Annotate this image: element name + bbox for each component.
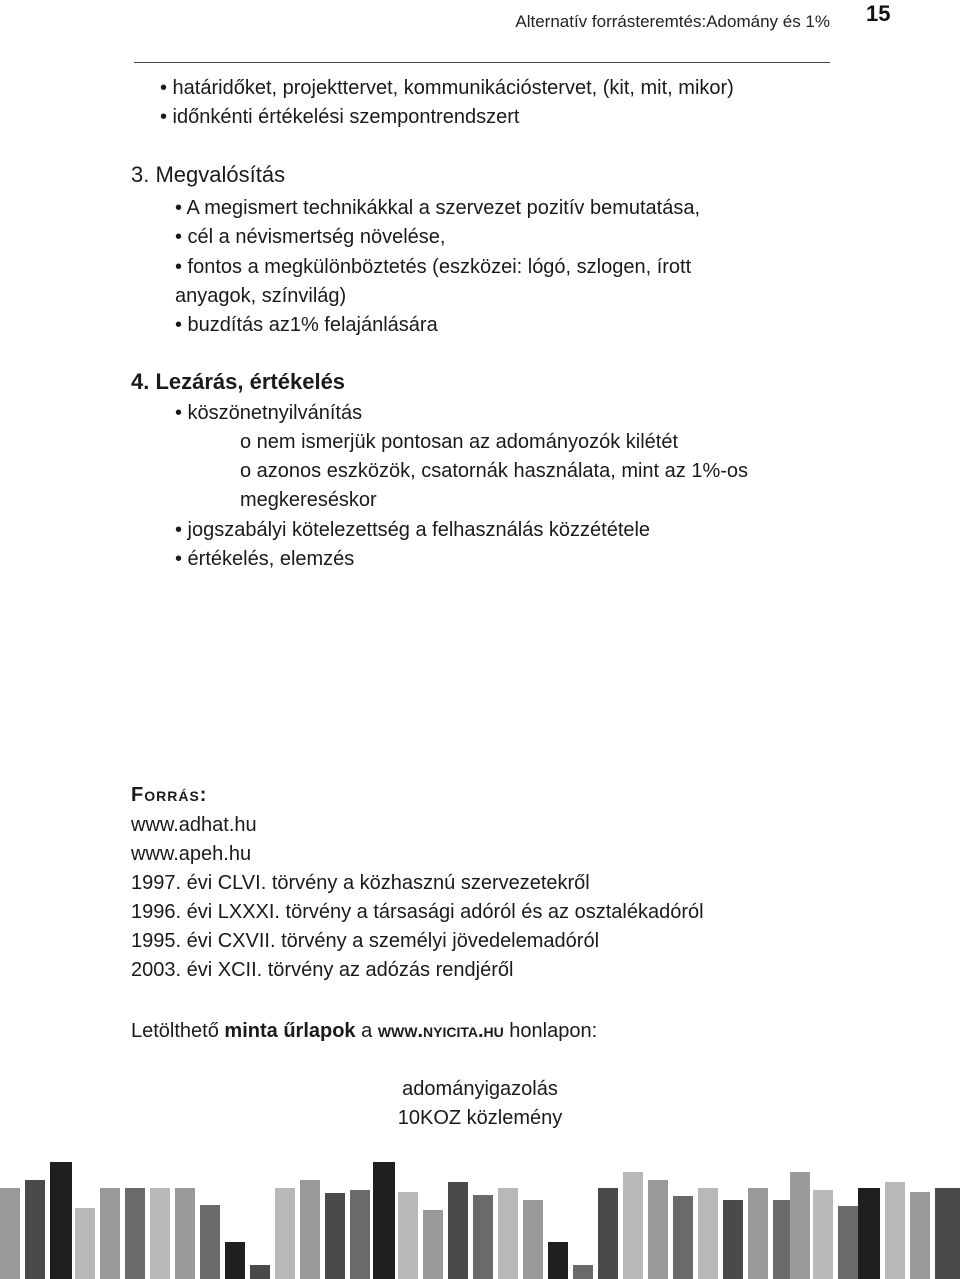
decorative-bar	[748, 1188, 768, 1279]
decorative-bar	[790, 1172, 810, 1279]
decorative-bar	[350, 1190, 370, 1279]
running-header: Alternatív forrásteremtés:Adomány és 1%	[515, 12, 830, 31]
decorative-bar	[838, 1206, 858, 1279]
decorative-bar	[25, 1180, 45, 1279]
source-item: 2003. évi XCII. törvény az adózás rendjéről	[131, 959, 514, 981]
decorative-bar	[275, 1188, 295, 1279]
section3-line: • cél a névismertség növelése,	[175, 226, 446, 248]
section4-title: 4. Lezárás, értékelés	[131, 369, 346, 394]
decorative-bar	[448, 1182, 468, 1279]
download-line	[131, 1019, 597, 1043]
bullet-evaluation-criteria: • időnkénti értékelési szempontrendszert	[160, 106, 520, 128]
decorative-bar	[523, 1200, 543, 1279]
decorative-bar	[398, 1192, 418, 1279]
decorative-bar	[623, 1172, 643, 1279]
decorative-bar	[373, 1162, 395, 1279]
decorative-bar	[813, 1190, 833, 1279]
decorative-bar	[125, 1188, 145, 1279]
decorative-bar	[723, 1200, 743, 1279]
section4-subline: o azonos eszközök, csatornák használata, mint az 1%-os	[240, 460, 749, 482]
decorative-bar	[498, 1188, 518, 1279]
section4-subline: megkereséskor	[240, 489, 377, 511]
form-item-10koz: 10KOZ közlemény	[397, 1107, 563, 1129]
decorative-bar	[648, 1180, 668, 1279]
decorative-bar	[0, 1188, 20, 1279]
section3-line: anyagok, színvilág)	[175, 285, 347, 307]
decorative-bar	[300, 1180, 320, 1279]
decorative-bar	[548, 1242, 568, 1279]
decorative-bar	[698, 1188, 718, 1279]
section4-subline: o nem ismerjük pontosan az adományozók kilétét	[240, 431, 679, 453]
section3-title: 3. Megvalósítás	[131, 162, 286, 187]
decorative-bar	[75, 1208, 95, 1279]
source-item: www.apeh.hu	[131, 843, 252, 865]
decorative-bar	[673, 1196, 693, 1279]
section3-line: • buzdítás az1% felajánlására	[175, 314, 438, 336]
download-suffix: honlapon:	[503, 1020, 598, 1042]
download-middle: a	[355, 1020, 378, 1042]
source-item: www.adhat.hu	[131, 814, 257, 836]
decorative-bar	[175, 1188, 195, 1279]
decorative-bar	[225, 1242, 245, 1279]
decorative-bar	[598, 1188, 618, 1279]
section4-line: • köszönetnyilvánítás	[175, 402, 363, 424]
bullet-deadlines: • határidőket, projekttervet, kommunikációstervet, (kit, mit, mikor)	[160, 77, 734, 99]
download-forms-bold: minta űrlapok	[224, 1020, 356, 1042]
decorative-bar	[50, 1162, 72, 1279]
source-item: 1997. évi CLVI. törvény a közhasznú szervezetekről	[131, 872, 590, 894]
page-number: 15	[866, 1, 891, 26]
decorative-bar	[573, 1265, 593, 1279]
decorative-bar	[200, 1205, 220, 1279]
download-site-link[interactable]: www.nyicita.hu	[377, 1020, 504, 1042]
decorative-bar	[150, 1188, 170, 1279]
decorative-bar	[325, 1193, 345, 1279]
decorative-bar	[935, 1188, 960, 1279]
decorative-bar	[473, 1195, 493, 1279]
decorative-bar	[250, 1265, 270, 1279]
decorative-bar	[858, 1188, 880, 1279]
decorative-bar	[910, 1192, 930, 1279]
sources-title: Forrás:	[131, 784, 208, 806]
section3-line: • fontos a megkülönböztetés (eszközei: lógó, szlogen, írott	[175, 256, 692, 278]
decorative-bar	[773, 1200, 793, 1279]
decorative-bar	[885, 1182, 905, 1279]
header-rule	[134, 62, 830, 63]
decorative-bar	[100, 1188, 120, 1279]
decorative-bar	[423, 1210, 443, 1279]
form-item-donation-certificate: adományigazolás	[402, 1078, 558, 1100]
section4-line: • értékelés, elemzés	[175, 548, 355, 570]
source-item: 1996. évi LXXXI. törvény a társasági adóról és az osztalékadóról	[131, 901, 704, 923]
section4-line: • jogszabályi kötelezettség a felhasználás közzététele	[175, 519, 651, 541]
section3-line: • A megismert technikákkal a szervezet pozitív bemutatása,	[175, 197, 701, 219]
source-item: 1995. évi CXVII. törvény a személyi jövedelemadóról	[131, 930, 600, 952]
download-prefix: Letölthető	[131, 1020, 225, 1042]
